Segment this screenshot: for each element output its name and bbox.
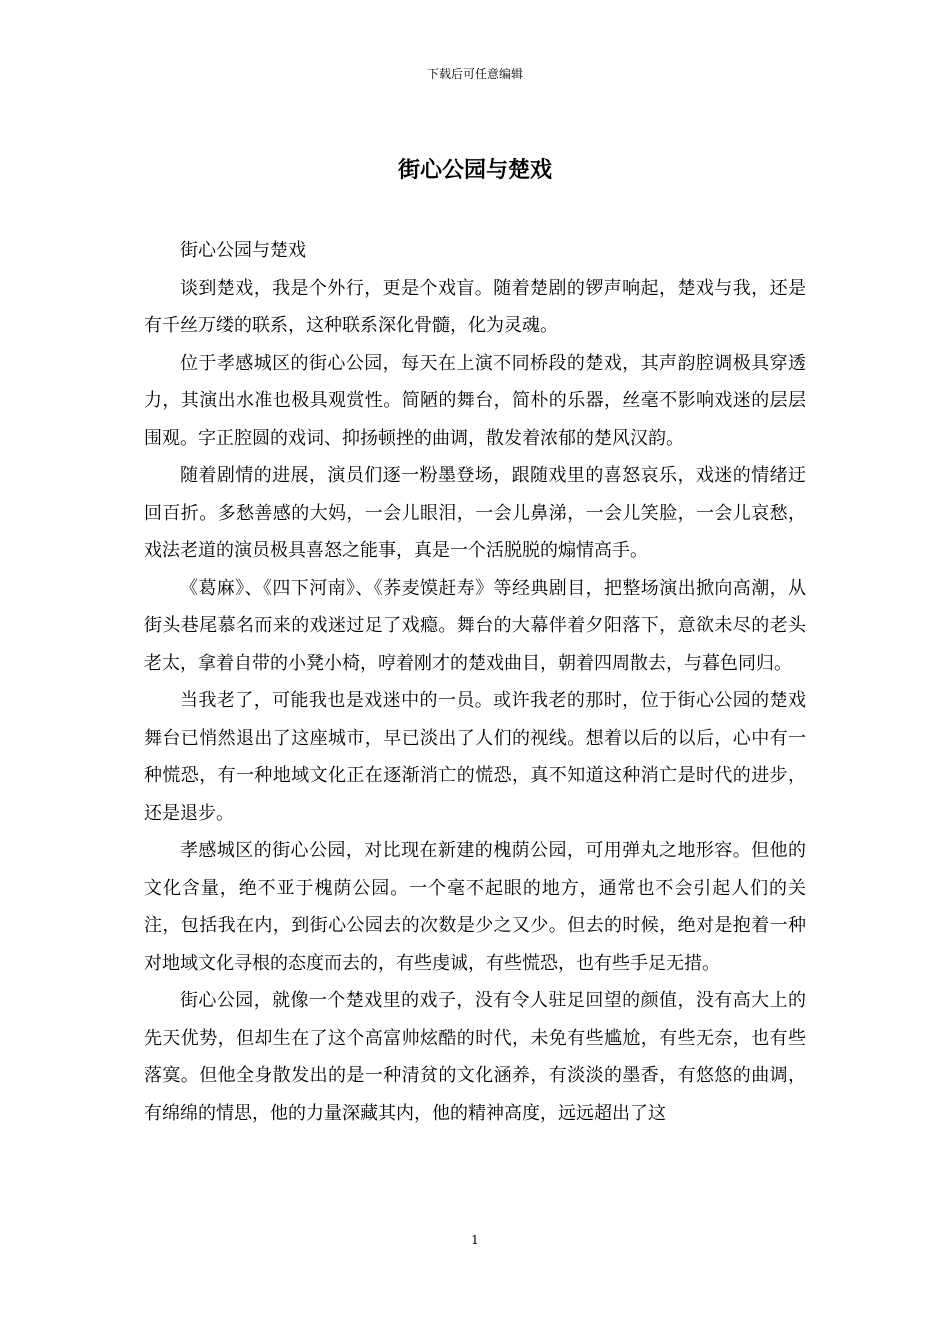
paragraph: 当我老了，可能我也是戏迷中的一员。或许我老的那时，位于街心公园的楚戏舞台已悄然退出了这座城市，早已淡出了人们的视线。想着以后的以后，心中有一种慌恐，有一种地域文化正在逐渐消亡的慌恐，真不知道这种消亡是时代的进步，还是退步。	[144, 690, 806, 824]
paragraph: 谈到楚戏，我是个外行，更是个戏盲。随着楚剧的锣声响起，楚戏与我，还是有千丝万缕的联系，这种联系深化骨髓，化为灵魂。	[144, 277, 806, 336]
document-body	[144, 232, 806, 1132]
paragraph: 街心公园，就像一个楚戏里的戏子，没有令人驻足回望的颜值，没有高大上的先天优势，但却生在了这个高富帅炫酷的时代，未免有些尴尬，有些无奈，也有些落寞。但他全身散发出的是一种清贫的文化涵养，有淡淡的墨香，有悠悠的曲调，有绵绵的情思，他的力量深藏其内，他的精神高度，远远超出了这	[144, 990, 806, 1124]
paragraph: 《葛麻》、《四下河南》、《荞麦馍赶寿》等经典剧目，把整场演出掀向高潮，从街头巷尾慕名而来的戏迷过足了戏瘾。舞台的大幕伴着夕阳落下，意欲未尽的老头老太，拿着自带的小凳小椅，哼着刚才的楚戏曲目，朝着四周散去，与暮色同归。	[144, 577, 806, 674]
page-number: 1	[471, 1233, 479, 1247]
paragraph: 随着剧情的进展，演员们逐一粉墨登场，跟随戏里的喜怒哀乐，戏迷的情绪迂回百折。多愁善感的大妈，一会儿眼泪，一会儿鼻涕，一会儿笑脸，一会儿哀愁，戏法老道的演员极具喜怒之能事，真是一个活脱脱的煽情高手。	[144, 465, 806, 561]
document-title: 街心公园与楚戏	[397, 157, 552, 183]
header-note: 下载后可任意编辑	[426, 67, 523, 81]
paragraph: 孝感城区的街心公园，对比现在新建的槐荫公园，可用弹丸之地形容。但他的文化含量，绝不亚于槐荫公园。一个毫不起眼的地方，通常也不会引起人们的关注，包括我在内，到街心公园去的次数是少之又少。但去的时候，绝对是抱着一种对地域文化寻根的态度而去的，有些虔诚，有些慌恐，也有些手足无措。	[144, 840, 806, 974]
paragraph-subtitle: 街心公园与楚戏	[180, 240, 306, 261]
paragraph: 位于孝感城区的街心公园，每天在上演不同桥段的楚戏，其声韵腔调极具穿透力，其演出水准也极具观赏性。简陋的舞台，简朴的乐器，丝毫不影响戏迷的层层围观。字正腔圆的戏词、抑扬顿挫的曲调，散发着浓郁的楚风汉韵。	[144, 352, 806, 449]
